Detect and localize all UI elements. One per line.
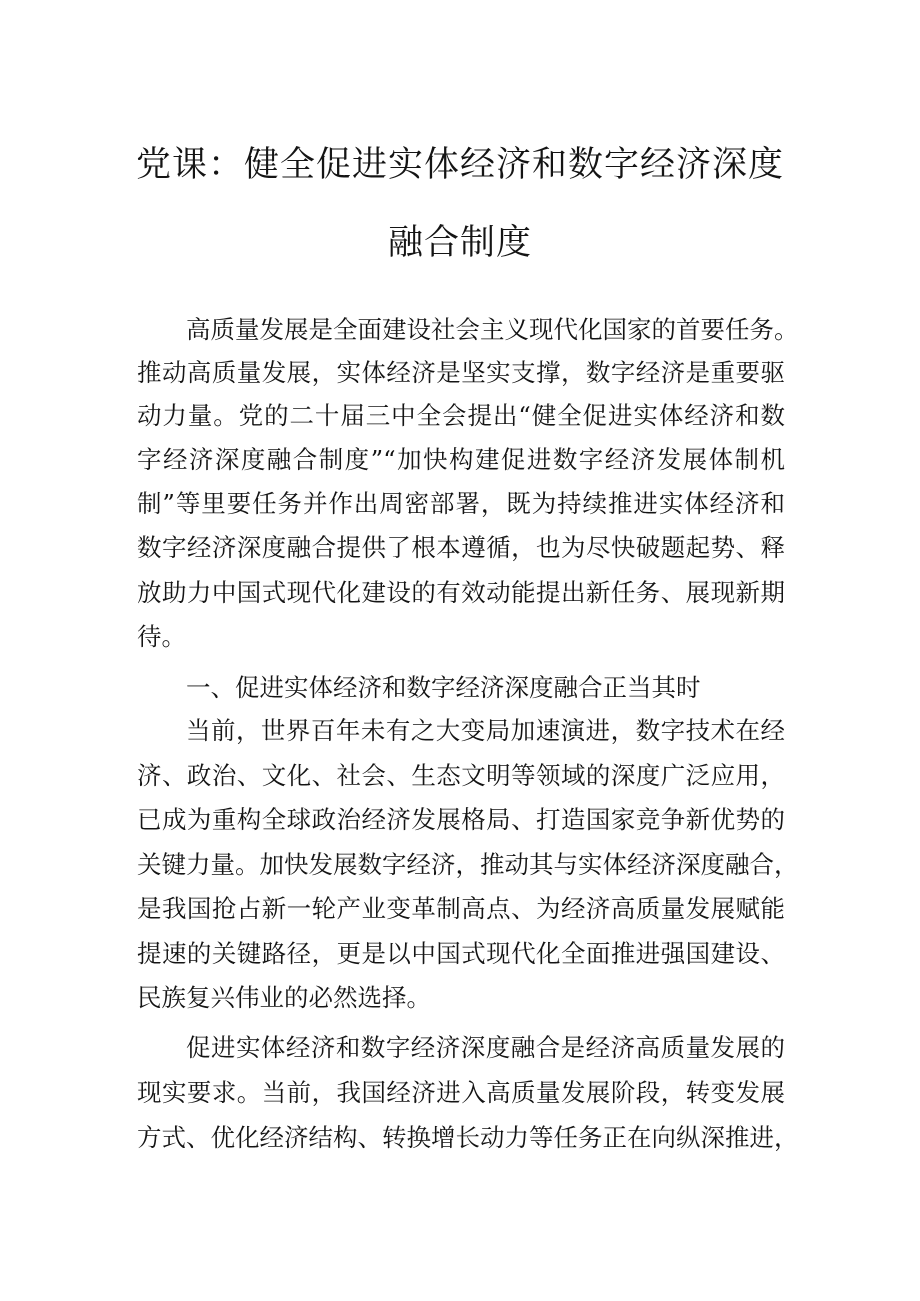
paragraph-2-line-6: 提速的关键路径，更是以中国式现代化全面推进强国建设、 — [137, 939, 785, 968]
paragraph-1-line-3: 动力量。党的二十届三中全会提出“健全促进实体经济和数 — [137, 401, 785, 430]
section-heading-1: 一、促进实体经济和数字经济深度融合正当其时 — [186, 673, 701, 702]
paragraph-2-line-5: 是我国抢占新一轮产业变革制高点、为经济高质量发展赋能 — [137, 894, 785, 923]
page-title-line-1: 党课：健全促进实体经济和数字经济深度 — [135, 145, 784, 185]
paragraph-1-line-8: 待。 — [137, 622, 186, 651]
paragraph-2-line-1: 当前，世界百年未有之大变局加速演进，数字技术在经 — [186, 716, 785, 745]
paragraph-1-line-5: 制”等里要任务并作出周密部署，既为持续推进实体经济和 — [137, 489, 785, 518]
paragraph-1-line-6: 数字经济深度融合提供了根本遵循，也为尽快破题起势、释 — [137, 533, 785, 562]
paragraph-2-line-2: 济、政治、文化、社会、生态文明等领域的深度广泛应用， — [137, 761, 785, 790]
paragraph-1-line-4: 字经济深度融合制度”“加快构建促进数字经济发展体制机 — [137, 445, 785, 474]
paragraph-1-line-7: 放助力中国式现代化建设的有效动能提出新任务、展现新期 — [137, 578, 785, 607]
paragraph-3-line-1: 促进实体经济和数字经济深度融合是经济高质量发展的 — [186, 1033, 785, 1062]
paragraph-3-line-2: 现实要求。当前，我国经济进入高质量发展阶段，转变发展 — [137, 1078, 785, 1107]
page-title-line-2: 融合制度 — [387, 223, 532, 263]
paragraph-1-line-2: 推动高质量发展，实体经济是坚实支撑，数字经济是重要驱 — [137, 358, 785, 387]
paragraph-1-line-1: 高质量发展是全面建设社会主义现代化国家的首要任务。 — [186, 315, 799, 344]
paragraph-2-line-7: 民族复兴伟业的必然选择。 — [137, 983, 431, 1012]
paragraph-2-line-4: 关键力量。加快发展数字经济，推动其与实体经济深度融合， — [137, 850, 799, 879]
paragraph-3-line-3: 方式、优化经济结构、转换增长动力等任务正在向纵深推进， — [137, 1123, 799, 1152]
paragraph-2-line-3: 已成为重构全球政治经济发展格局、打造国家竞争新优势的 — [137, 805, 785, 834]
